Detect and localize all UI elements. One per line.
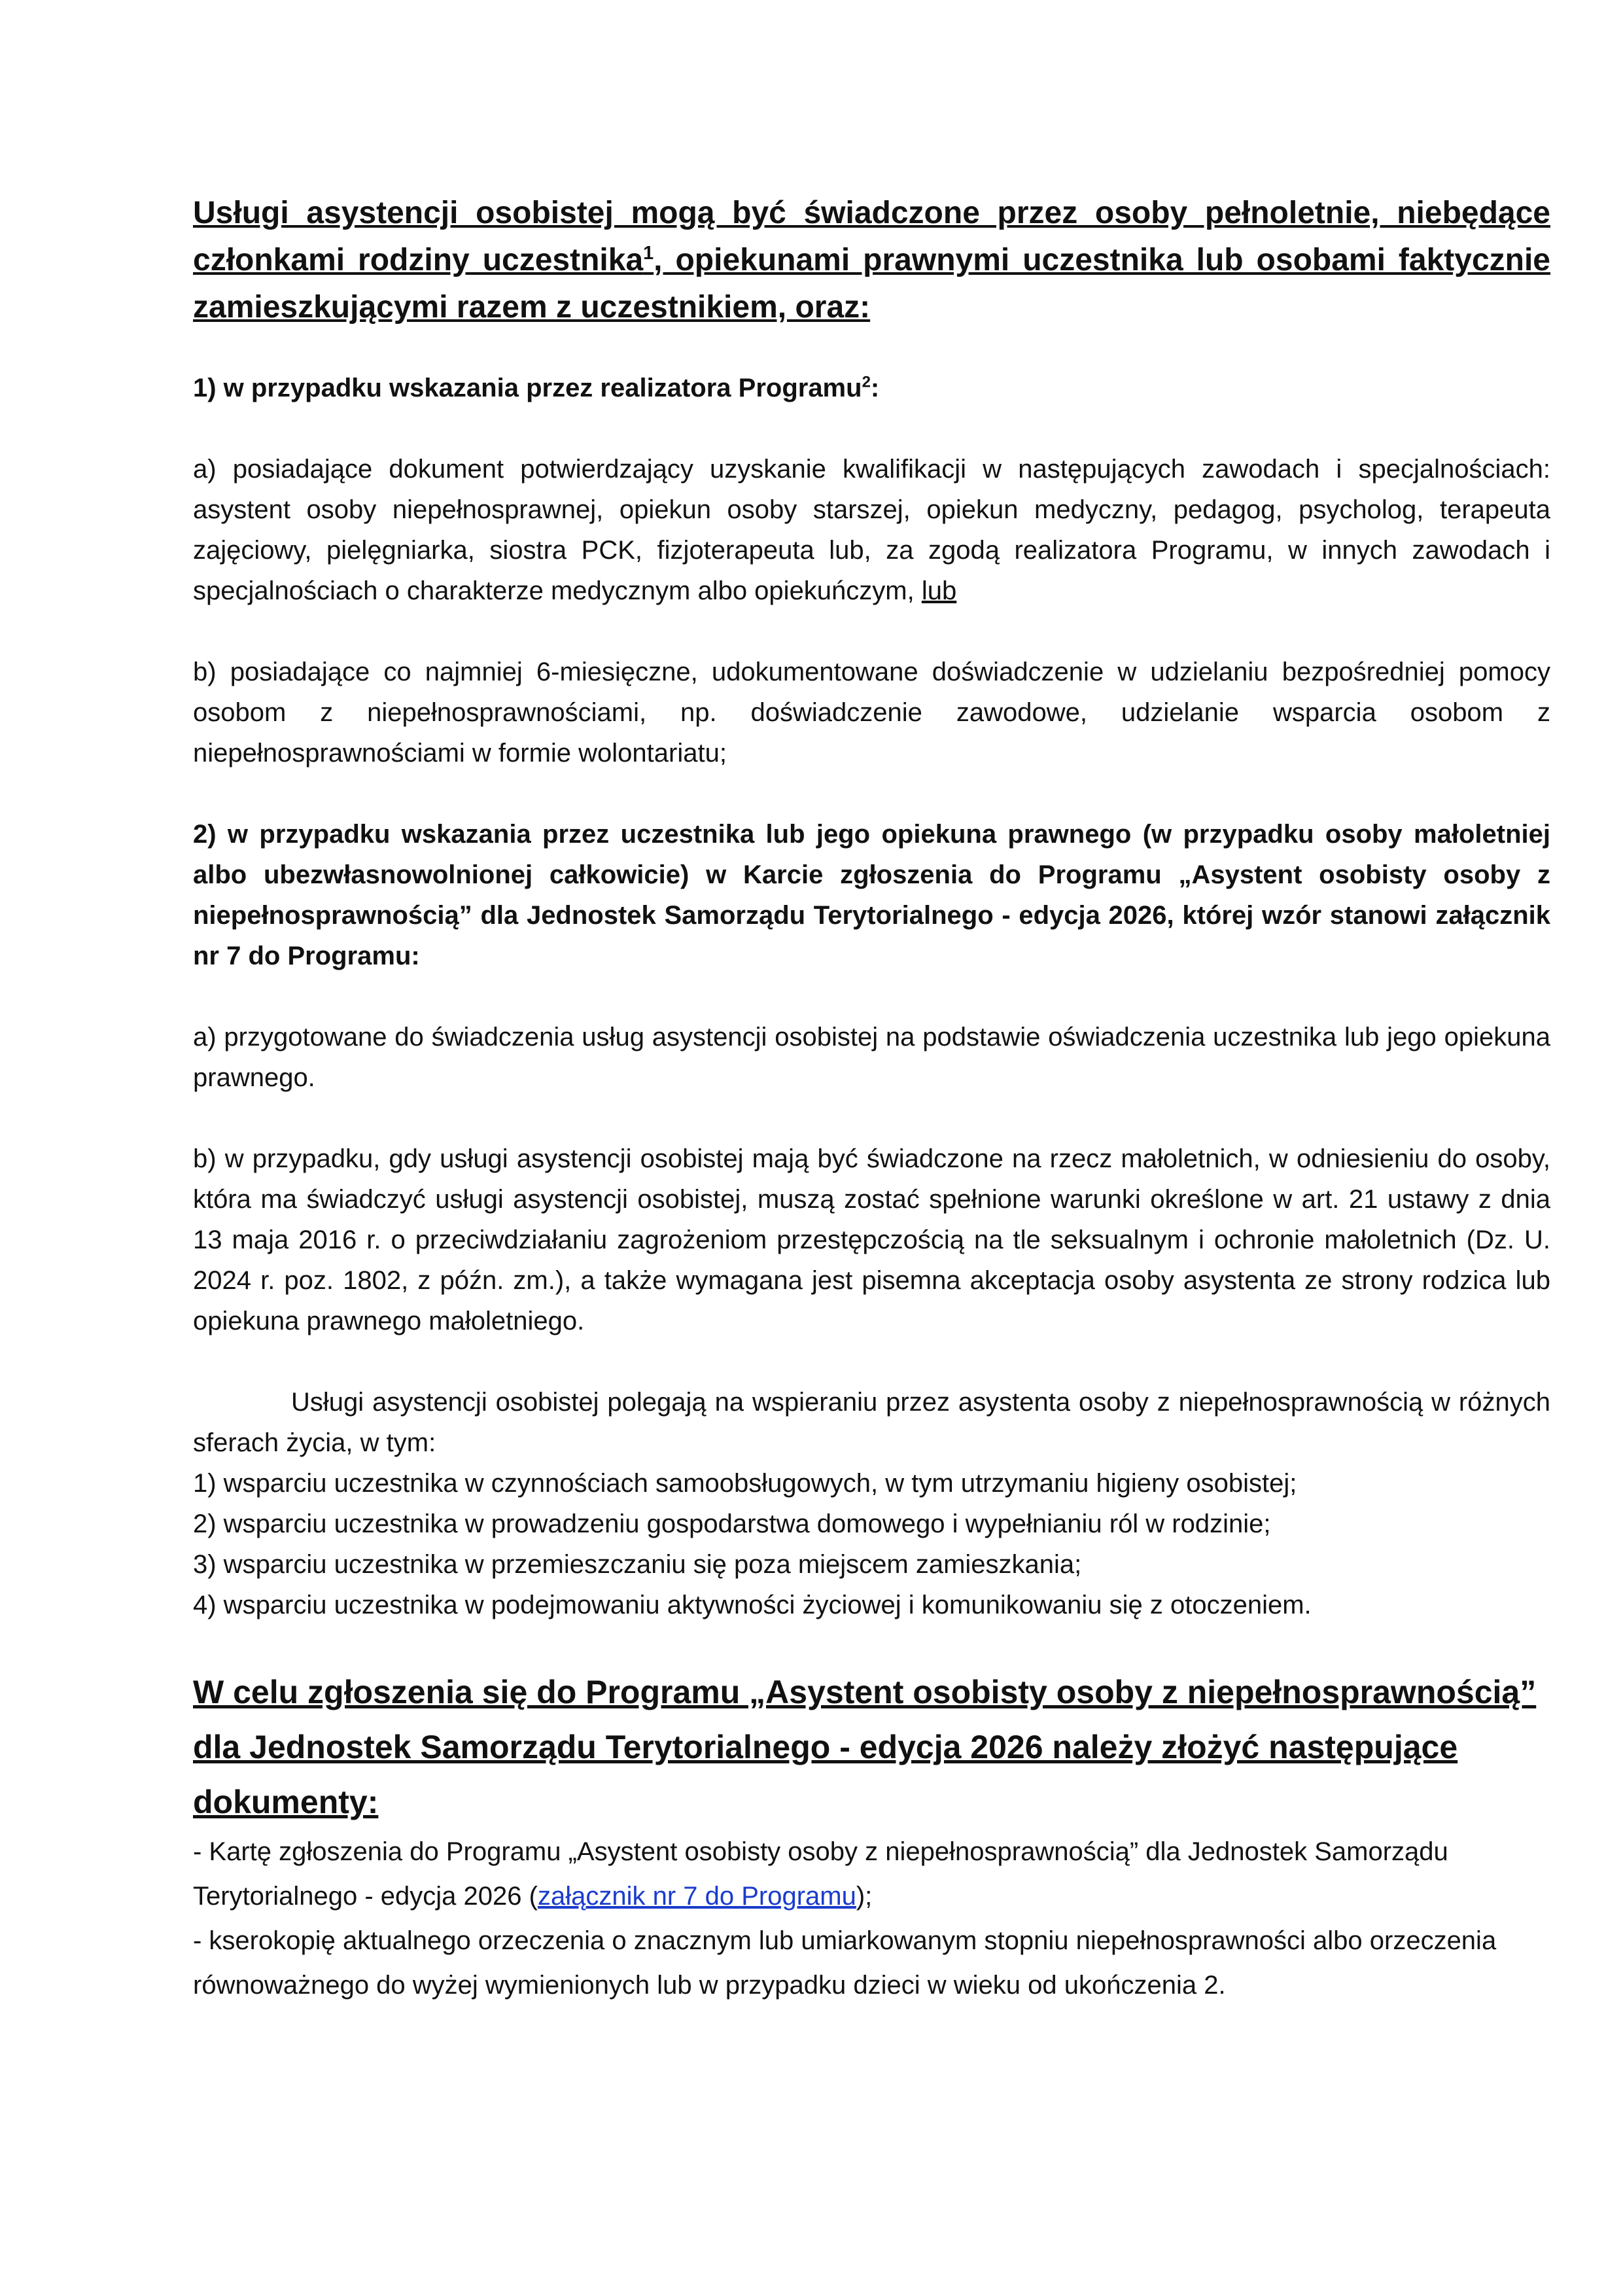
footnote-ref-2: 2 [862,373,871,391]
point2-a-paragraph: a) przygotowane do świadczenia usług asystencji osobistej na podstawie oświadczenia uczestnika lub jego opiekuna prawnego. [193,1023,1550,1092]
services-item-4: 4) wsparciu uczestnika w podejmowaniu aktywności życiowej i komunikowaniu się z otoczeniem. [193,1591,1312,1619]
footnote-ref-1: 1 [643,243,654,264]
document-page [193,190,1550,2007]
document-item-2: - kserokopię aktualnego orzeczenia o znacznym lub umiarkowanym stopniu niepełnosprawności albo orzeczenia równoważnego do wyżej wymienionych lub w przypadku dzieci w wieku od ukończenia 2. [193,1926,1497,2000]
point1-a-paragraph [193,449,1550,611]
document-item-1-end: ); [856,1882,873,1911]
point1-a-text: a) posiadające dokument potwierdzający uzyskanie kwalifikacji w następujących zawodach i specjalnościach: asystent osoby niepełnosprawnej, opiekun osoby starszej, opiekun medyczny, pedagog, psycholog, terapeuta zajęciowy, pielęgniarka, siostra PCK, fizjoterapeuta lub, za zgodą realizatora Programu, w innych zawodach i specjalnościach o charakterze medycznym albo opiekuńczym, [193,455,1550,605]
document-item-1-text: - Kartę zgłoszenia do Programu „Asystent osobisty osoby z niepełnosprawnością” dla Jednostek Samorządu Terytorialnego - edycja 2026 ( [193,1837,1448,1911]
services-item-1: 1) wsparciu uczestnika w czynnościach samoobsługowych, w tym utrzymaniu higieny osobistej; [193,1469,1297,1498]
services-intro: Usługi asystencji osobistej polegają na wspieraniu przez asystenta osoby z niepełnosprawnością w różnych sferach życia, w tym: [193,1388,1550,1457]
application-heading: W celu zgłoszenia się do Programu „Asystent osobisty osoby z niepełnosprawnością” dla Jednostek Samorządu Terytorialnego - edycja 2026 należy złożyć następujące dokumenty: [193,1674,1537,1820]
point1-a-or: lub [921,576,957,605]
point2-heading: 2) w przypadku wskazania przez uczestnika lub jego opiekuna prawnego (w przypadku osoby małoletniej albo ubezwłasnowolnionej całkowicie) w Karcie zgłoszenia do Programu „Asystent osobisty osoby z niepełnosprawnością” dla Jednostek Samorządu Terytorialnego - edycja 2026, której wzór stanowi załącznik nr 7 do Programu: [193,820,1550,970]
point1-b-paragraph: b) posiadające co najmniej 6-miesięczne, udokumentowane doświadczenie w udzielaniu bezpośredniej pomocy osobom z niepełnosprawnościami, np. doświadczenie zawodowe, udzielanie wsparcia osobom z niepełnosprawnościami w formie wolontariatu; [193,658,1550,768]
intro-paragraph [193,190,1550,331]
services-item-2: 2) wsparciu uczestnika w prowadzeniu gospodarstwa domowego i wypełnianiu ról w rodzinie; [193,1510,1271,1538]
point1-heading-text: 1) w przypadku wskazania przez realizatora Programu [193,374,862,402]
intro-text-part1: Usługi asystencji osobistej mogą być świadczone przez osoby pełnoletnie, niebędące członkami rodziny uczestnika [193,196,1550,277]
point2-b-paragraph: b) w przypadku, gdy usługi asystencji osobistej mają być świadczone na rzecz małoletnich, w odniesieniu do osoby, która ma świadczyć usługi asystencji osobistej, muszą zostać spełnione warunki określone w art. 21 ustawy z dnia 13 maja 2016 r. o przeciwdziałaniu zagrożeniom przestępczością na tle seksualnym i ochronie małoletnich (Dz. U. 2024 r. poz. 1802, z późn. zm.), a także wymagana jest pisemna akceptacja osoby asystenta ze strony rodzica lub opiekuna prawnego małoletniego. [193,1144,1550,1335]
document-item-1 [193,1829,1550,1918]
point1-heading [193,368,1550,408]
point1-heading-colon: : [870,374,880,402]
attachment-7-link[interactable]: załącznik nr 7 do Programu [537,1882,856,1911]
services-item-3: 3) wsparciu uczestnika w przemieszczaniu się poza miejscem zamieszkania; [193,1550,1082,1579]
intro-text-part2: , opiekunami prawnymi uczestnika lub osobami faktycznie zamieszkującymi razem z uczestnikiem, oraz: [193,243,1551,325]
